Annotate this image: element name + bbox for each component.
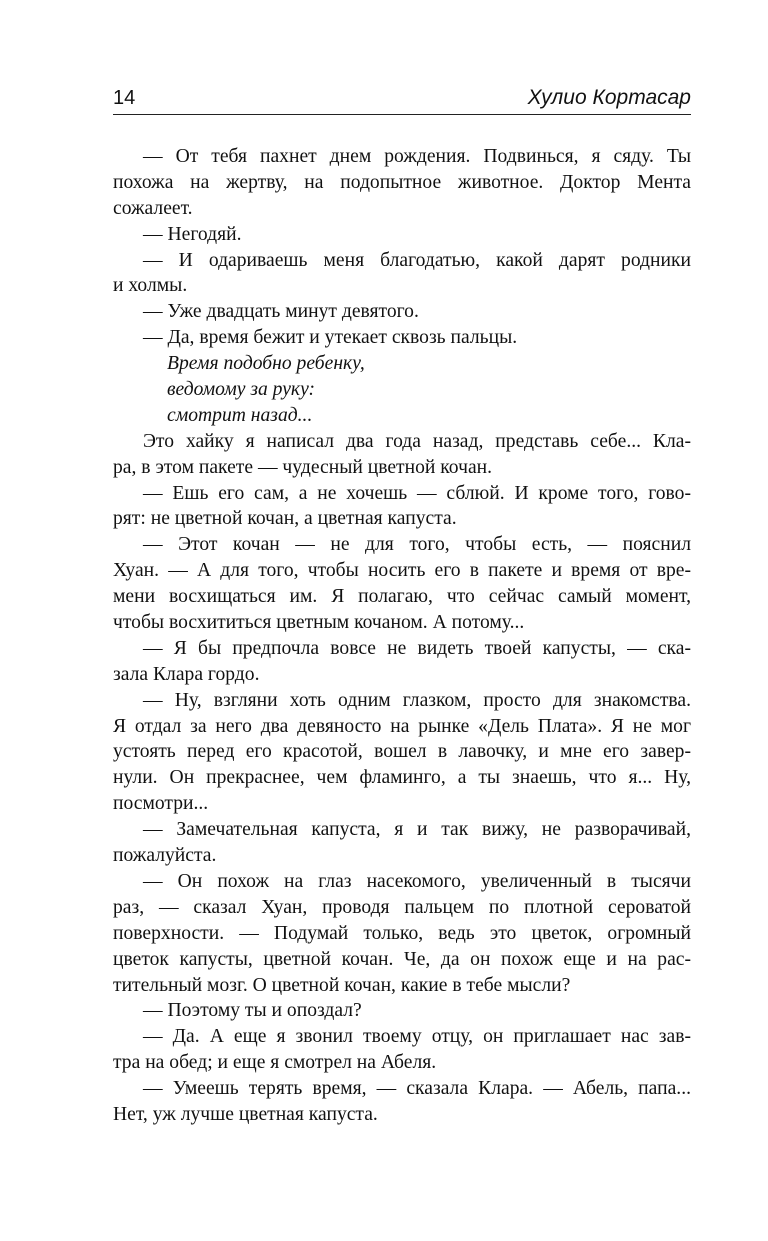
- text-line: тра на обед; и еще я смотрел на Абеля.: [113, 1052, 437, 1074]
- running-title: Хулио Кортасар: [527, 86, 691, 109]
- text-line: устоять перед его красотой, вошел в лавочку, и мне его завер-: [113, 741, 691, 763]
- text-line: пожалуйста.: [113, 845, 217, 867]
- text-line: зала Клара гордо.: [113, 663, 260, 685]
- page-header: [113, 86, 691, 115]
- text-line: — Он похож на глаз насекомого, увеличенный в тысячи: [143, 870, 691, 892]
- text-line: — И одариваешь меня благодатью, какой дарят родники: [143, 249, 691, 271]
- text-line: — Негодяй.: [143, 223, 242, 245]
- body-text: [113, 144, 691, 1128]
- text-line: ра, в этом пакете — чудесный цветной кочан.: [113, 456, 493, 478]
- text-line: нули. Он прекраснее, чем фламинго, а ты знаешь, что я... Ну,: [113, 767, 691, 789]
- verse-line: смотрит назад...: [167, 404, 313, 426]
- text-line: Хуан. — А для того, чтобы носить его в пакете и время от вре-: [113, 560, 691, 582]
- verse-line: ведомому за руку:: [167, 379, 316, 401]
- text-line: — Умеешь терять время, — сказала Клара. — Абель, папа...: [143, 1078, 691, 1100]
- text-line: раз, — сказал Хуан, проводя пальцем по плотной сероватой: [113, 896, 691, 918]
- text-line: поверхности. — Подумай только, ведь это цветок, огромный: [113, 922, 691, 944]
- text-line: — Ну, взгляни хоть одним глазком, просто для знакомства.: [143, 689, 691, 711]
- text-line: Это хайку я написал два года назад, представь себе... Кла-: [143, 430, 691, 452]
- text-line: похожа на жертву, на подопытное животное. Доктор Мента: [113, 171, 691, 193]
- text-line: — Ешь его сам, а не хочешь — сблюй. И кроме того, гово-: [143, 482, 691, 504]
- text-line: сожалеет.: [113, 197, 193, 219]
- page-number: 14: [113, 87, 136, 109]
- text-line: посмотри...: [113, 793, 209, 815]
- text-line: — Поэтому ты и опоздал?: [143, 1000, 362, 1022]
- text-line: — Я бы предпочла вовсе не видеть твоей капусты, — ска-: [143, 637, 691, 659]
- text-line: тительный мозг. О цветной кочан, какие в тебе мысли?: [113, 974, 571, 996]
- text-line: — Замечательная капуста, я и так вижу, не разворачивай,: [143, 819, 691, 841]
- text-line: рят: не цветной кочан, а цветная капуста.: [113, 508, 457, 530]
- text-line: Нет, уж лучше цветная капуста.: [113, 1103, 378, 1125]
- text-line: и холмы.: [113, 275, 188, 297]
- text-line: — Да, время бежит и утекает сквозь пальцы.: [143, 327, 518, 349]
- text-line: — Да. А еще я звонил твоему отцу, он приглашает нас зав-: [143, 1026, 691, 1048]
- text-line: — Этот кочан — не для того, чтобы есть, — пояснил: [143, 534, 691, 556]
- text-line: — Уже двадцать минут девятого.: [143, 301, 419, 323]
- text-line: Я отдал за него два девяносто на рынке «Дель Плата». Я не мог: [113, 715, 691, 737]
- text-line: мени восхищаться им. Я полагаю, что сейчас самый момент,: [113, 586, 691, 608]
- text-line: — От тебя пахнет днем рождения. Подвинься, я сяду. Ты: [143, 146, 691, 167]
- verse-line: Время подобно ребенку,: [167, 353, 365, 375]
- text-line: чтобы восхититься цветным кочаном. А потому...: [113, 612, 525, 634]
- text-line: цветок капусты, цветной кочан. Че, да он похож еще и на рас-: [113, 948, 691, 970]
